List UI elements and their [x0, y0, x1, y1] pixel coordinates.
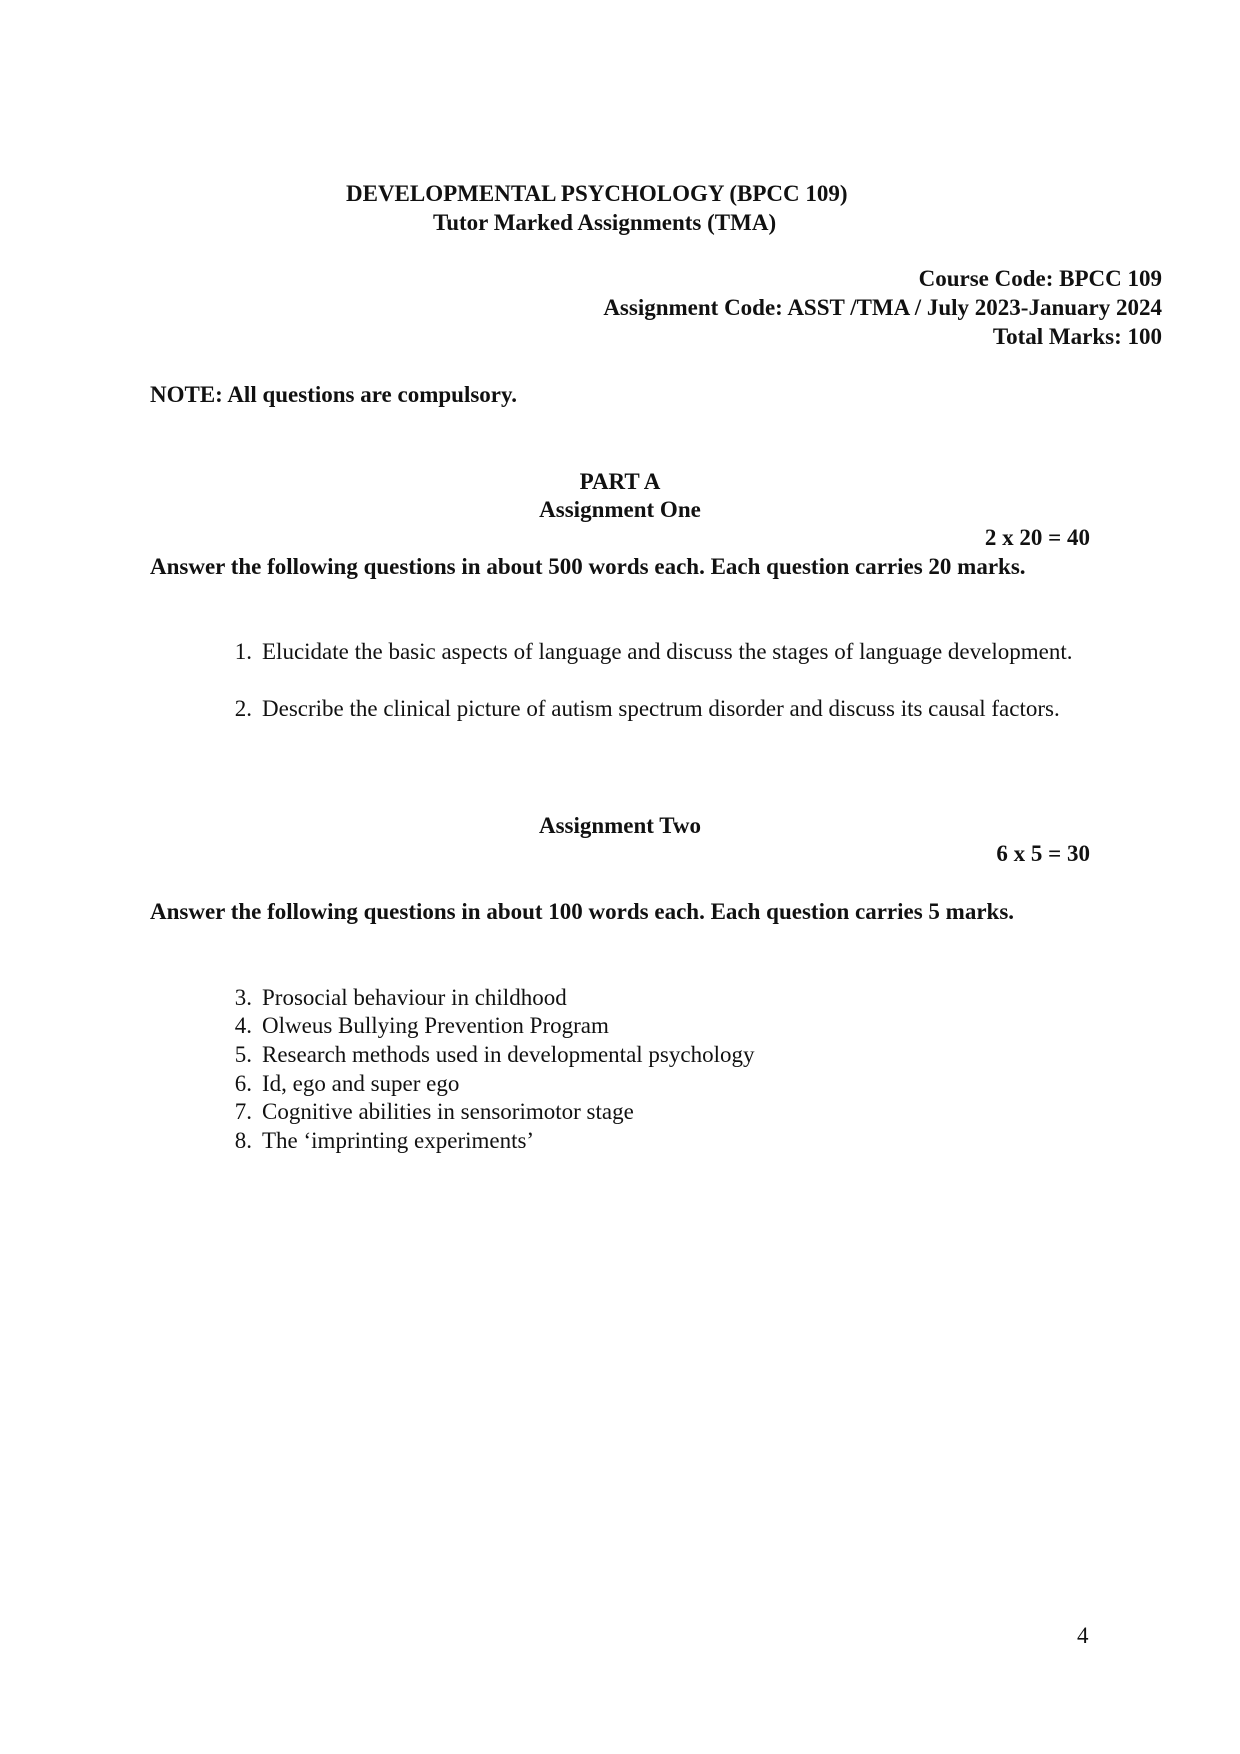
question-text: Id, ego and super ego: [262, 1071, 460, 1096]
assignment-one-marks: 2 x 20 = 40: [984, 525, 1090, 550]
document-title: DEVELOPMENTAL PSYCHOLOGY (BPCC 109): [346, 181, 848, 206]
note-text: NOTE: All questions are compulsory.: [150, 382, 517, 407]
question-text: Research methods used in developmental psychology: [262, 1042, 755, 1067]
question-text: Describe the clinical picture of autism spectrum disorder and discuss its causal factors.: [262, 696, 1060, 721]
question-number: 4.: [234, 1013, 252, 1038]
assignment-two-heading: Assignment Two: [538, 813, 702, 838]
assignment-one-heading: Assignment One: [539, 497, 701, 522]
question-number: 6.: [234, 1071, 252, 1096]
document-subtitle: Tutor Marked Assignments (TMA): [433, 210, 777, 235]
question-text: Cognitive abilities in sensorimotor stage: [262, 1099, 634, 1124]
assignment-two-instruction: Answer the following questions in about 100 words each. Each question carries 5 marks.: [150, 899, 1015, 924]
question-number: 2.: [234, 696, 252, 721]
course-code: Course Code: BPCC 109: [918, 266, 1162, 291]
question-text: The ‘imprinting experiments’: [262, 1128, 535, 1153]
assignment-one-instruction: Answer the following questions in about 500 words each. Each question carries 20 marks.: [150, 554, 1026, 579]
question-number: 3.: [234, 985, 252, 1010]
question-number: 7.: [234, 1099, 252, 1124]
page-number: 4: [1077, 1623, 1089, 1648]
total-marks: Total Marks: 100: [992, 324, 1162, 349]
question-text: Olweus Bullying Prevention Program: [262, 1013, 609, 1038]
question-number: 8.: [234, 1128, 252, 1153]
assignment-code: Assignment Code: ASST /TMA / July 2023-January 2024: [603, 295, 1162, 320]
assignment-two-marks: 6 x 5 = 30: [996, 841, 1090, 866]
question-number: 1.: [234, 639, 252, 664]
question-text: Elucidate the basic aspects of language and discuss the stages of language development.: [262, 639, 1073, 664]
question-number: 5.: [234, 1042, 252, 1067]
part-a-heading: PART A: [579, 469, 661, 494]
question-text: Prosocial behaviour in childhood: [262, 985, 567, 1010]
